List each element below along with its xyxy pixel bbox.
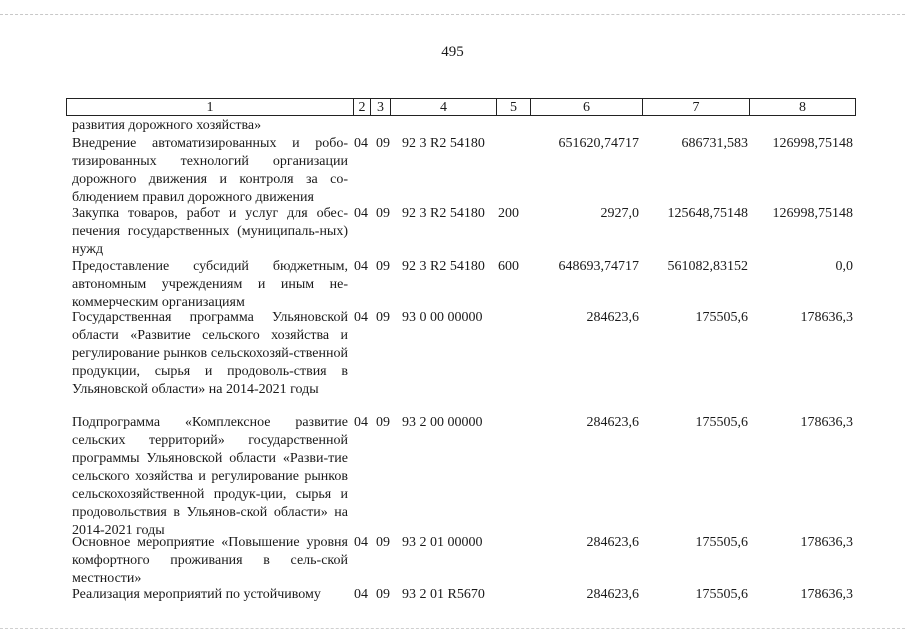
row-description: Государственная программа Ульяновской области «Развитие сельского хозяйства и регулирование рынков сельскохозяй-ственной продукции, сырья и продоволь-ствия в Ульяновской области» на 2014-2021 годы [72, 310, 348, 397]
row-description: Предоставление субсидий бюджетным, автономным учреждениям и иным не-коммерческим организациям [72, 259, 348, 310]
row-target-code: 92 3 R2 54180 [402, 259, 485, 274]
row-subsection: 09 [376, 415, 390, 430]
row-section: 04 [354, 136, 368, 151]
header-col-4: 4 [391, 99, 497, 115]
row-description: Основное мероприятие «Повышение уровня комфортного проживания в сель-ской местности» [72, 535, 348, 586]
row-amount-2: 175505,6 [695, 535, 748, 550]
row-amount-2: 175505,6 [695, 587, 748, 602]
row-amount-3: 178636,3 [800, 535, 853, 550]
row-subsection: 09 [376, 587, 390, 602]
row-amount-3: 126998,75148 [772, 206, 853, 221]
row-section: 04 [354, 259, 368, 274]
row-subsection: 09 [376, 259, 390, 274]
row-amount-2: 175505,6 [695, 415, 748, 430]
row-section: 04 [354, 535, 368, 550]
row-amount-2: 561082,83152 [667, 259, 748, 274]
row-description: развития дорожного хозяйства» [72, 118, 262, 133]
page-number: 495 [441, 44, 464, 60]
row-section: 04 [354, 206, 368, 221]
row-amount-3: 0,0 [835, 259, 853, 274]
row-description: Внедрение автоматизированных и робо-тизированных технологий организации дорожного движения и контроля за со-блюдением правил дорожного движения [72, 136, 348, 205]
row-target-code: 92 3 R2 54180 [402, 136, 485, 151]
row-amount-3: 178636,3 [800, 310, 853, 325]
row-amount-3: 178636,3 [800, 587, 853, 602]
row-subsection: 09 [376, 535, 390, 550]
row-target-code: 93 2 01 00000 [402, 535, 483, 550]
row-amount-2: 686731,583 [681, 136, 748, 151]
table-header [66, 98, 856, 116]
row-target-code: 93 0 00 00000 [402, 310, 483, 325]
row-description: Реализация мероприятий по устойчивому [72, 587, 321, 602]
row-amount-2: 125648,75148 [667, 206, 748, 221]
row-amount-1: 284623,6 [586, 415, 639, 430]
scan-edge-top [0, 14, 905, 15]
row-amount-1: 651620,74717 [558, 136, 639, 151]
row-expense-type: 600 [498, 259, 519, 274]
row-amount-1: 284623,6 [586, 310, 639, 325]
row-amount-1: 284623,6 [586, 535, 639, 550]
header-col-6: 6 [531, 99, 643, 115]
scan-edge-bottom [0, 628, 905, 629]
row-section: 04 [354, 587, 368, 602]
row-amount-1: 284623,6 [586, 587, 639, 602]
row-description: Подпрограмма «Комплексное развитие сельских территорий» государственной программы Ульяновской области «Разви-тие сельского хозяйства и регулирование рынков сельскохозяйственной продук-ции, сырья и продовольствия в Ульянов-ской области» на 2014-2021 годы [72, 415, 348, 538]
row-target-code: 92 3 R2 54180 [402, 206, 485, 221]
header-col-3: 3 [371, 99, 391, 115]
row-subsection: 09 [376, 310, 390, 325]
header-col-8: 8 [799, 100, 806, 115]
row-amount-2: 175505,6 [695, 310, 748, 325]
row-amount-1: 2927,0 [600, 206, 639, 221]
row-section: 04 [354, 310, 368, 325]
row-amount-3: 178636,3 [800, 415, 853, 430]
header-col-5: 5 [497, 99, 531, 115]
row-subsection: 09 [376, 136, 390, 151]
row-section: 04 [354, 415, 368, 430]
row-amount-3: 126998,75148 [772, 136, 853, 151]
row-target-code: 93 2 00 00000 [402, 415, 483, 430]
header-col-1: 1 [67, 99, 354, 115]
header-col-2: 2 [354, 99, 371, 115]
row-target-code: 93 2 01 R5670 [402, 587, 485, 602]
row-description: Закупка товаров, работ и услуг для обес-печения государственных (муниципаль-ных) нужд [72, 206, 348, 257]
row-amount-1: 648693,74717 [558, 259, 639, 274]
row-subsection: 09 [376, 206, 390, 221]
header-col-7: 7 [643, 99, 750, 115]
row-expense-type: 200 [498, 206, 519, 221]
